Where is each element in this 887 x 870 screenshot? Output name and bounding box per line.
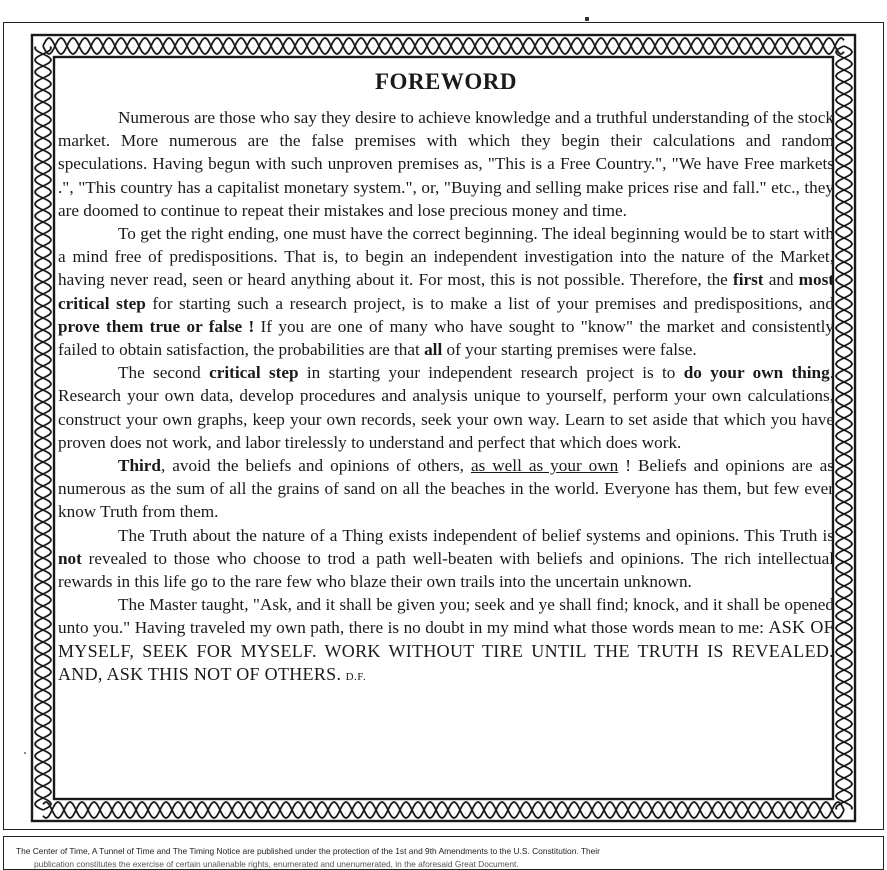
body-paragraph <box>58 222 834 361</box>
paragraph-text: . Research your own data, develop procedures and analysis unique to yourself, perform your own calculations, construct your own graphs, keep your own records, seek your own way. Learn to set aside that which you have proven does not work, and labor tirelessly to understand and perfect that which does work. <box>58 363 834 452</box>
bold-text: not <box>58 548 82 568</box>
paragraph-text: and <box>763 270 799 290</box>
bold-text: first <box>732 270 764 290</box>
author-initials: D.F. <box>345 670 367 683</box>
body-paragraph <box>58 361 834 454</box>
paragraph-text: The second <box>118 363 210 383</box>
footer-notice <box>3 836 884 870</box>
foreword-content <box>58 66 834 806</box>
footer-line-1: The Center of Time, A Tunnel of Time and The Timing Notice are published under the protection of the 1st and 9th Amendments to the U.S. Constitution. Their <box>16 846 600 856</box>
bold-text: critical step <box>209 363 299 383</box>
page-title: FOREWORD <box>375 69 517 94</box>
foreword-body <box>58 106 834 689</box>
paragraph-text: The Truth about the nature of a Thing exists independent of belief systems and opinions. This Truth is <box>118 525 834 545</box>
emphasis-caps-text: ASK OF MYSELF, SEEK FOR MYSELF. WORK WITHOUT TIRE UNTIL THE TRUTH IS REVEALED. AND, ASK THIS NOT OF OTHERS. <box>58 617 834 684</box>
paragraph-text: The Master taught, "Ask, and it shall be given you; seek and ye shall find; knock, and it shall be opened unto you." Having traveled my own path, there is no doubt in my mind what those words mean to me: <box>58 595 834 638</box>
body-paragraph <box>58 106 834 222</box>
underlined-text: as well as your own <box>470 456 619 476</box>
body-paragraph <box>58 524 834 594</box>
paragraph-text: for starting such a research project, is to make a list of your premises and predispositions, and <box>145 293 834 313</box>
body-paragraph <box>58 454 834 524</box>
bold-text: all <box>424 340 443 360</box>
paragraph-text: Numerous are those who say they desire to achieve knowledge and a truthful understanding of the stock market. More numerous are the false premises with which they begin their calculations and random speculations. Having begun with such unproven premises as, "This is a Free Country.", "We have Free markets .", "This country has a capitalist monetary system.", or, "Buying and selling make prices rise and fall." etc., they are doomed to continue to repeat their mistakes and lose precious money and time. <box>58 108 834 220</box>
paragraph-text: To get the right ending, one must have the correct beginning. The ideal beginning would be to start with a mind free of predispositions. That is, to begin an independent investigation into the nature of the Market, having never read, seen or heard anything about it. For most, this is not possible. Therefore, the <box>58 224 834 290</box>
paragraph-text: , avoid the beliefs and opinions of others, <box>161 456 471 476</box>
bold-text: do your own thing <box>683 363 830 383</box>
paragraph-text: of your starting premises were false. <box>442 340 697 360</box>
footer-line-2: publication constitutes the exercise of certain unalienable rights, enumerated and unenumerated, in the aforesaid Great Document. <box>34 859 519 869</box>
scan-speck <box>585 17 589 21</box>
paragraph-text: revealed to those who choose to trod a path well-beaten with beliefs and opinions. The rich intellectual rewards in this life go to the rare few who blaze their own trails into the uncertain unknown. <box>58 548 834 592</box>
paragraph-text: If you are one of many who have sought to "know" the market and consistently failed to obtain satisfaction, the probabilities are that <box>58 316 834 360</box>
bold-text: prove them true or false ! <box>58 316 255 336</box>
paragraph-text: ! Beliefs and opinions are as numerous as the sum of all the grains of sand on all the beaches in the world. Everyone has them, but few ever know Truth from them. <box>58 456 834 522</box>
paragraph-text: in starting your independent research project is to <box>298 363 684 383</box>
bold-text: Third <box>118 456 161 476</box>
body-paragraph <box>58 593 834 689</box>
bold-text: most critical step <box>58 270 834 313</box>
